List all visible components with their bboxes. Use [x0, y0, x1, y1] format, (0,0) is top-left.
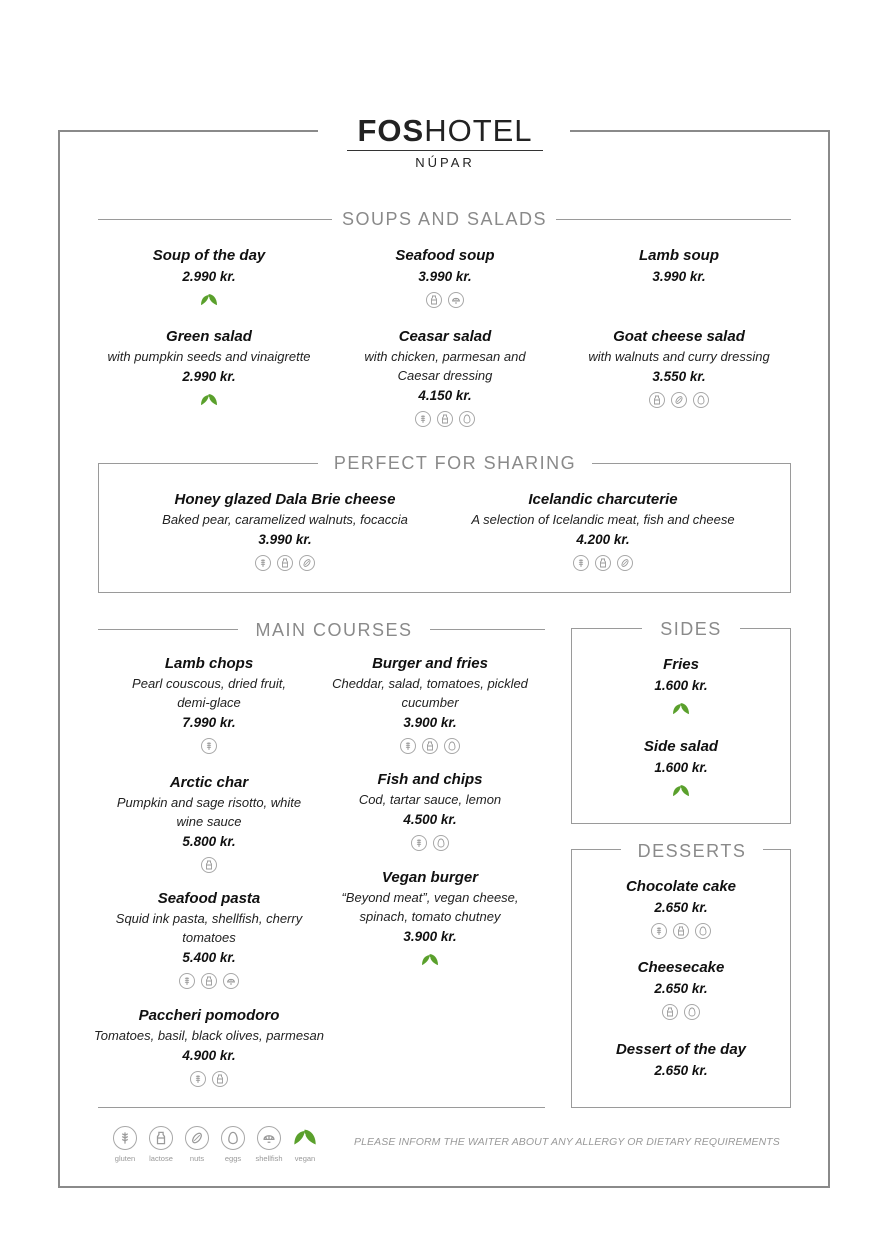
lactose-icon [595, 555, 611, 571]
menu-item: Vegan burger “Beyond meat”, vegan cheese, spinach, tomato chutney 3.900 kr. [330, 868, 530, 968]
shellfish-icon [448, 292, 464, 308]
gluten-icon [201, 738, 217, 754]
legend-item-shellfish [256, 1126, 282, 1163]
menu-item: Lamb soup 3.990 kr. [638, 247, 719, 284]
lactose-icon [277, 555, 293, 571]
gluten-icon [400, 738, 416, 754]
lactose-icon [201, 857, 217, 873]
vegan-leaf-icon [672, 783, 690, 799]
menu-item: Cheesecake 2.650 kr. [581, 958, 781, 1020]
gluten-icon [415, 411, 431, 427]
gluten-icon [179, 973, 195, 989]
legend-item-gluten [112, 1126, 138, 1163]
nuts-icon [617, 555, 633, 571]
lactose-icon [662, 1004, 678, 1020]
section-title-desserts: DESSERTS [621, 840, 763, 862]
eggs-icon [693, 392, 709, 408]
hotel-logo [330, 112, 560, 170]
legend-item-lactose [148, 1126, 174, 1163]
menu-item: Lamb chops Pearl couscous, dried fruit, demi-glace 7.990 kr. [114, 654, 304, 754]
legend-label: eggs [224, 1154, 242, 1163]
gluten-icon [190, 1071, 206, 1087]
allergy-notice: PLEASE INFORM THE WAITER ABOUT ANY ALLERGY OR DIETARY REQUIREMENTS [354, 1136, 780, 1148]
section-title-mains: MAIN COURSES [238, 619, 430, 641]
menu-item: Chocolate cake 2.650 kr. [581, 877, 781, 939]
menu-item: Arctic char Pumpkin and sage risotto, white wine sauce 5.800 kr. [114, 773, 304, 873]
lactose-icon [201, 973, 217, 989]
menu-item: Seafood soup 3.990 kr. [340, 246, 550, 308]
allergen-legend [112, 1126, 318, 1163]
nuts-icon [299, 555, 315, 571]
lactose-icon [426, 292, 442, 308]
eggs-icon [444, 738, 460, 754]
lactose-icon [149, 1126, 173, 1150]
eggs-icon [459, 411, 475, 427]
legend-label: lactose [149, 1154, 173, 1163]
menu-item: Ceasar salad with chicken, parmesan and Caesar dressing 4.150 kr. [355, 327, 535, 427]
section-title-sharing: PERFECT FOR SHARING [318, 452, 592, 474]
gluten-icon [113, 1126, 137, 1150]
menu-item: Fish and chips Cod, tartar sauce, lemon 4.500 kr. [330, 770, 530, 851]
gluten-icon [255, 555, 271, 571]
legend-label: vegan [294, 1154, 316, 1163]
menu-item: Icelandic charcuterie A selection of Icelandic meat, fish and cheese 4.200 kr. [458, 490, 748, 571]
legend-label: nuts [189, 1154, 205, 1163]
gluten-icon [651, 923, 667, 939]
legend-item-eggs [220, 1126, 246, 1163]
shellfish-icon [223, 973, 239, 989]
eggs-icon [221, 1126, 245, 1150]
lactose-icon [673, 923, 689, 939]
nuts-icon [185, 1126, 209, 1150]
gluten-icon [411, 835, 427, 851]
lactose-icon [212, 1071, 228, 1087]
vegan-leaf-icon [292, 1126, 318, 1150]
menu-item: Goat cheese salad with walnuts and curry dressing 3.550 kr. [569, 327, 789, 408]
nuts-icon [671, 392, 687, 408]
eggs-icon [433, 835, 449, 851]
lactose-icon [437, 411, 453, 427]
eggs-icon [684, 1004, 700, 1020]
section-title-soups: SOUPS AND SALADS [332, 208, 556, 230]
vegan-leaf-icon [672, 701, 690, 717]
legend-item-nuts [184, 1126, 210, 1163]
menu-item: Green salad with pumpkin seeds and vinaigrette 2.990 kr. [94, 327, 324, 408]
menu-item: Fries 1.600 kr. [581, 655, 781, 717]
menu-item: Honey glazed Dala Brie cheese Baked pear, caramelized walnuts, focaccia 3.990 kr. [150, 490, 420, 571]
legend-item-vegan [292, 1126, 318, 1163]
menu-item: Dessert of the day 2.650 kr. [615, 1041, 747, 1078]
legend-label: gluten [114, 1154, 136, 1163]
menu-item: Seafood pasta Squid ink pasta, shellfish, cherry tomatoes 5.400 kr. [114, 889, 304, 989]
section-title-sides: SIDES [642, 618, 740, 640]
vegan-leaf-icon [421, 952, 439, 968]
brand-name: FOSHOTEL [357, 113, 533, 148]
vegan-leaf-icon [200, 292, 218, 308]
menu-item: Side salad 1.600 kr. [581, 737, 781, 799]
lactose-icon [649, 392, 665, 408]
lactose-icon [422, 738, 438, 754]
vegan-leaf-icon [200, 392, 218, 408]
gluten-icon [573, 555, 589, 571]
eggs-icon [695, 923, 711, 939]
legend-label: shellfish [255, 1154, 283, 1163]
menu-item: Soup of the day 2.990 kr. [104, 246, 314, 308]
brand-location: NÚPAR [415, 155, 475, 170]
shellfish-icon [257, 1126, 281, 1150]
menu-item: Burger and fries Cheddar, salad, tomatoes, pickled cucumber 3.900 kr. [330, 654, 530, 754]
menu-item: Paccheri pomodoro Tomatoes, basil, black olives, parmesan 4.900 kr. [88, 1006, 330, 1087]
